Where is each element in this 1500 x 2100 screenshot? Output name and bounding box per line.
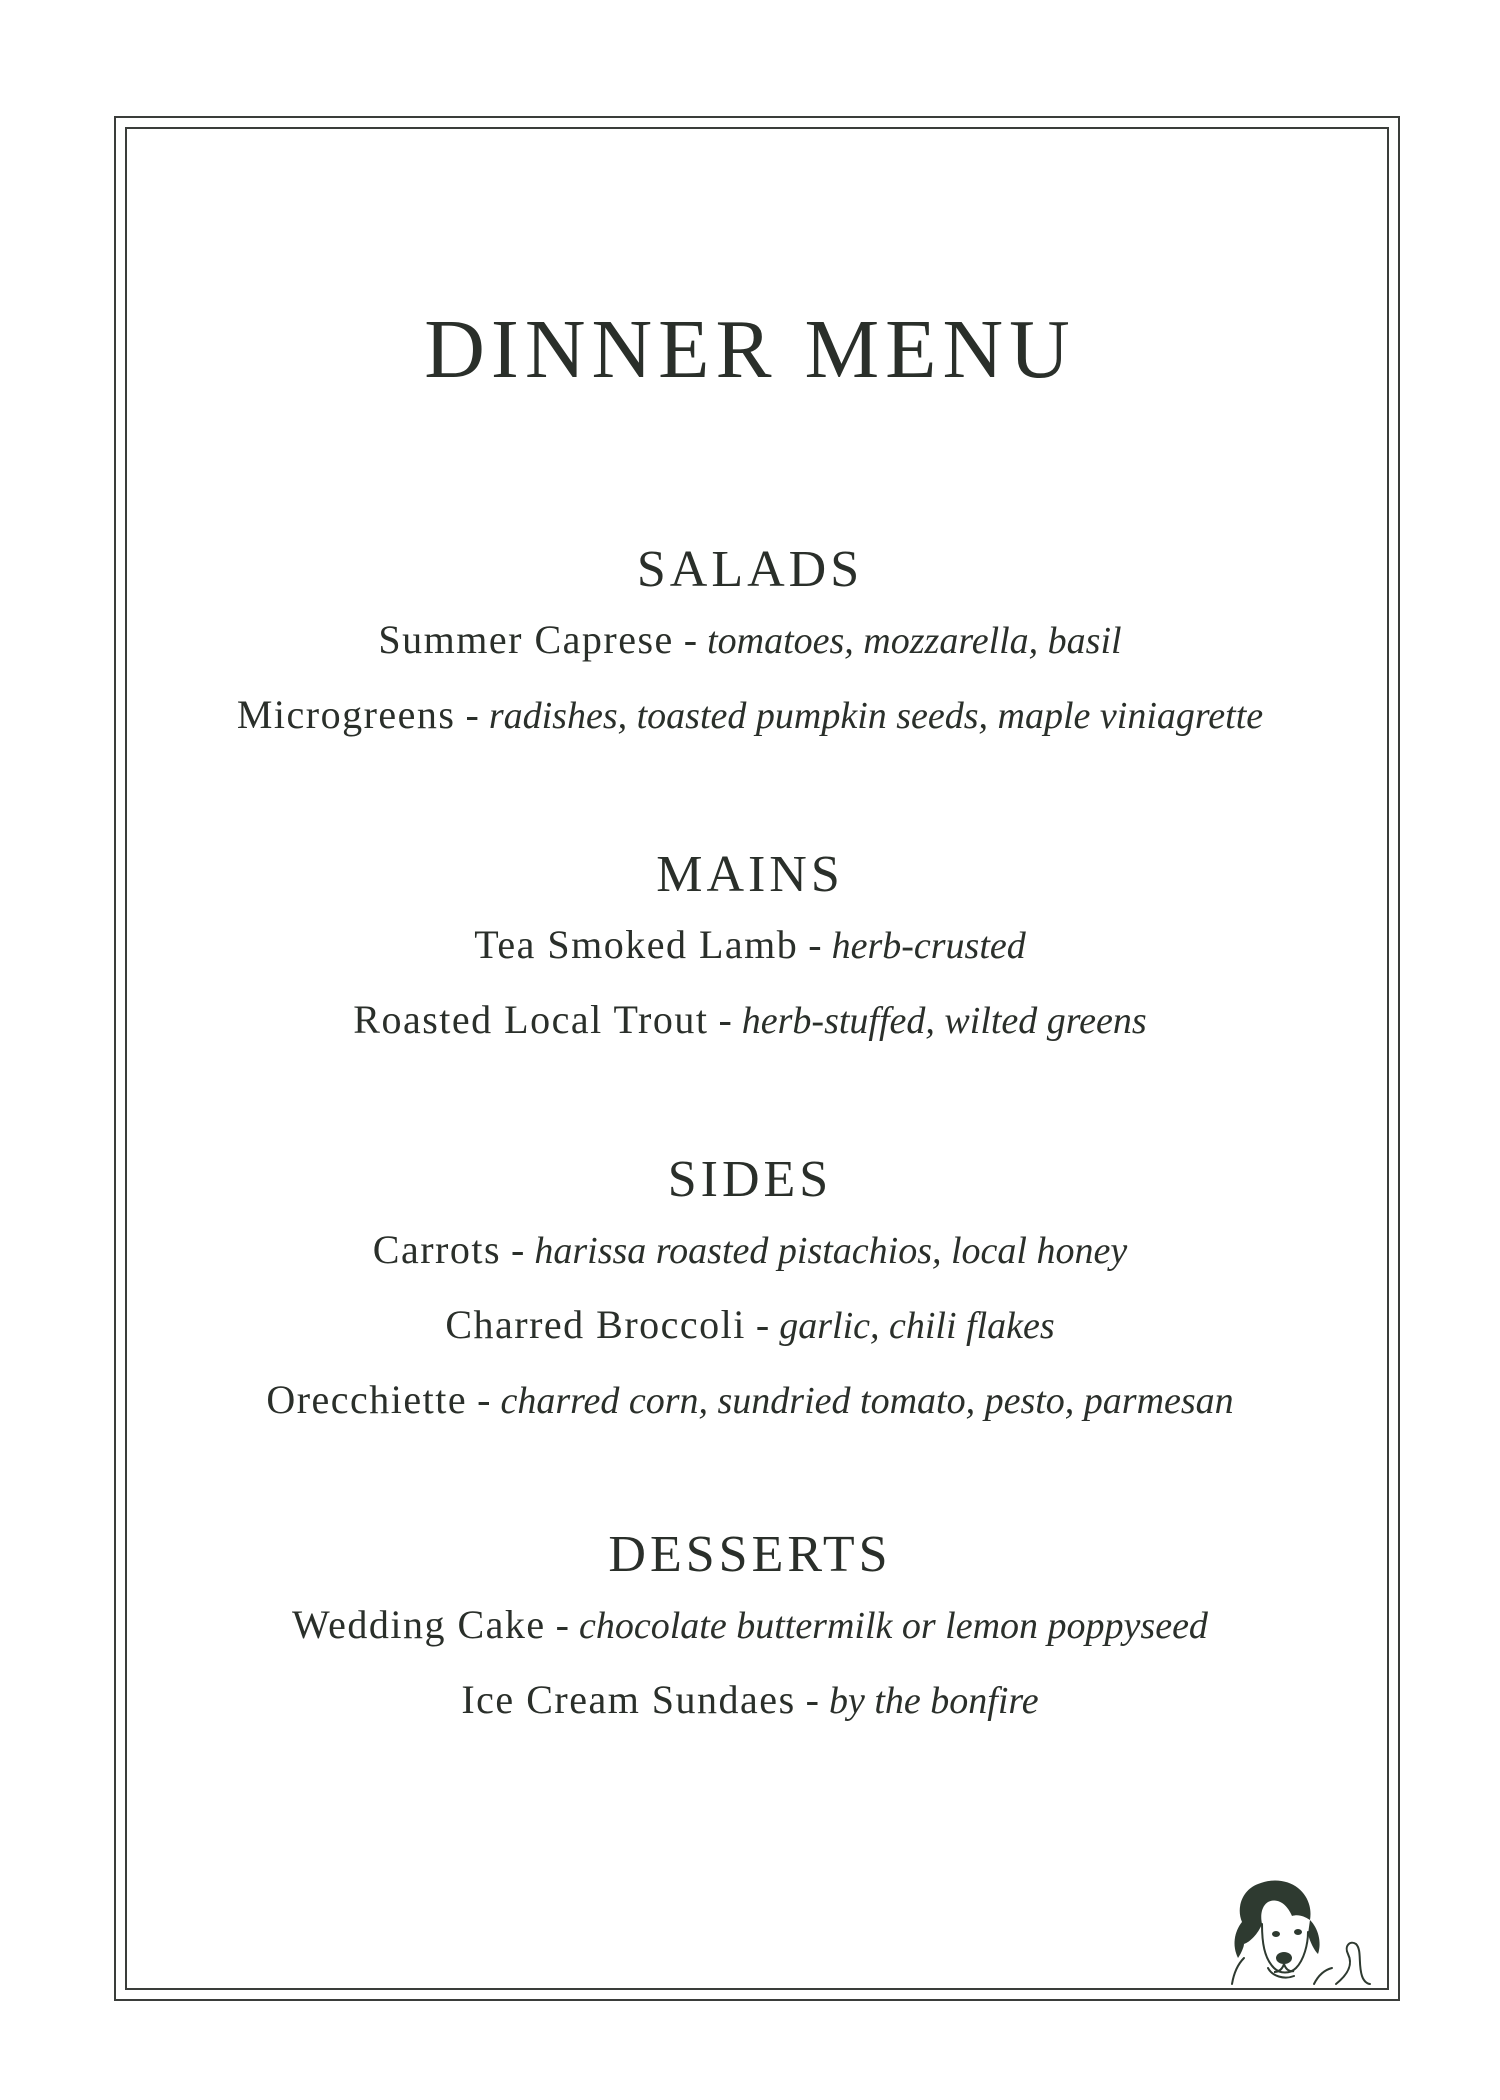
menu-item [0,1675,1500,1726]
section-heading-desserts: DESSERTS [608,1526,892,1583]
item-description: radishes, toasted pumpkin seeds, maple viniagrette [488,695,1264,737]
item-separator: - [683,617,698,662]
item-name: Tea Smoked Lamb [474,922,799,967]
item-description: by the bonfire [828,1680,1039,1722]
menu-item [0,920,1500,971]
menu-item [0,995,1500,1046]
menu-item [0,1375,1500,1426]
item-name: Wedding Cake [292,1602,546,1647]
menu-item [0,1300,1500,1351]
item-separator: - [808,922,822,967]
item-description: herb-crusted [831,925,1026,967]
menu-item [0,1600,1500,1651]
item-separator: - [755,1302,770,1347]
item-separator: - [718,997,732,1042]
section-heading-salads: SALADS [636,541,864,598]
item-name: Roasted Local Trout [353,997,709,1042]
menu-item [0,690,1500,741]
item-separator: - [511,1227,525,1272]
menu-title: DINNER MENU [424,303,1076,396]
section-heading-mains: MAINS [656,846,844,903]
item-name: Carrots [372,1227,502,1272]
item-name: Charred Broccoli [445,1302,746,1347]
item-separator: - [555,1602,569,1647]
menu-item [0,1225,1500,1276]
item-name: Ice Cream Sundaes [461,1677,796,1722]
item-name: Microgreens [236,692,456,737]
item-description: herb-stuffed, wilted greens [741,1000,1147,1042]
section-heading-sides: SIDES [667,1151,833,1208]
item-description: tomatoes, mozzarella, basil [707,620,1122,662]
item-description: harissa roasted pistachios, local honey [534,1230,1128,1272]
item-separator: - [805,1677,819,1722]
item-separator: - [465,692,479,737]
item-description: charred corn, sundried tomato, pesto, parmesan [500,1380,1234,1422]
item-description: garlic, chili flakes [779,1305,1055,1347]
item-name: Orecchiette [266,1377,468,1422]
item-description: chocolate buttermilk or lemon poppyseed [578,1605,1208,1647]
item-separator: - [477,1377,491,1422]
item-name: Summer Caprese [378,617,674,662]
menu-item [0,615,1500,666]
dog-illustration-icon [1228,1872,1378,1987]
